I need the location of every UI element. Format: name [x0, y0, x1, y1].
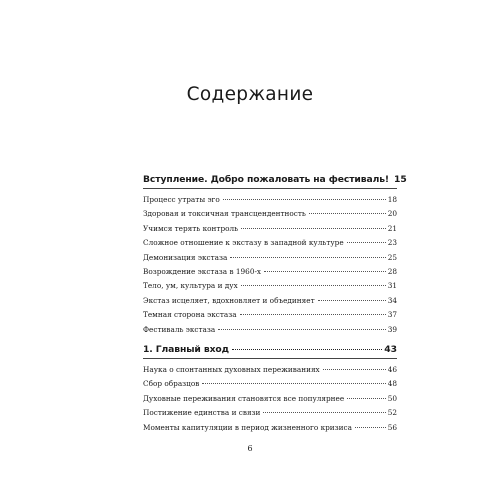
section-title: Здоровая и токсичная трансцендентность [143, 209, 306, 219]
dot-leader [240, 307, 386, 315]
section-page: 52 [387, 408, 397, 418]
dot-leader [241, 221, 386, 229]
toc-section[interactable] [143, 421, 397, 435]
toc-chapter-heading[interactable] [143, 172, 407, 187]
section-page: 56 [387, 422, 397, 432]
dot-leader [323, 362, 386, 370]
section-page: 21 [387, 223, 397, 233]
chapter-title: Вступление. Добро пожаловать на фестиваль! [143, 174, 390, 185]
section-page: 50 [387, 393, 397, 403]
toc-section[interactable] [143, 207, 397, 221]
section-title: Экстаз исцеляет, вдохновляет и объединяет [143, 295, 315, 305]
section-page: 48 [387, 379, 397, 389]
toc-section[interactable] [143, 323, 397, 337]
page-number: 6 [247, 444, 253, 453]
dot-leader [232, 340, 382, 350]
section-title: Наука о спонтанных духовных переживаниях [143, 365, 320, 374]
toc-section[interactable] [143, 377, 397, 391]
page-title: Содержание [186, 84, 314, 105]
toc-section[interactable] [143, 294, 397, 308]
chapter-divider [143, 358, 397, 359]
section-title: Процесс утраты эго [143, 195, 220, 204]
section-page: 28 [387, 266, 397, 276]
dot-leader [263, 405, 385, 413]
section-page: 37 [387, 310, 397, 320]
dot-leader [264, 264, 386, 272]
dot-leader [230, 250, 385, 258]
toc-chapter-intro [143, 172, 407, 337]
toc-section[interactable] [143, 193, 397, 207]
section-title: Темная сторона экстаза [143, 310, 237, 320]
toc-section[interactable] [143, 406, 397, 420]
section-page: 25 [387, 252, 397, 262]
toc-section[interactable] [143, 363, 397, 377]
section-page: 31 [387, 281, 397, 291]
chapter-divider [143, 188, 397, 189]
dot-leader [241, 278, 386, 286]
section-page: 39 [387, 324, 397, 334]
section-title: Возрождение экстаза в 1960-х [143, 266, 262, 276]
dot-leader [202, 376, 385, 384]
toc-section[interactable] [143, 222, 397, 236]
toc-section[interactable] [143, 251, 397, 265]
section-title: Духовные переживания становятся все популярнее [143, 393, 345, 403]
dot-leader [223, 192, 386, 200]
toc-section[interactable] [143, 265, 397, 279]
section-page: 18 [387, 195, 397, 204]
toc-chapter-1 [143, 342, 397, 435]
toc-chapter-heading[interactable] [143, 342, 397, 357]
dot-leader [218, 322, 386, 330]
section-title: Учимся терять контроль [143, 223, 239, 233]
section-title: Фестиваль экстаза [143, 324, 216, 334]
dot-leader [347, 391, 386, 399]
toc-section[interactable] [143, 308, 397, 322]
section-title: Демонизация экстаза [143, 252, 228, 262]
section-title: Постижение единства и связи [143, 408, 261, 418]
section-page: 20 [387, 209, 397, 219]
chapter-page: 15 [394, 174, 407, 185]
toc-section[interactable] [143, 279, 397, 293]
section-page: 46 [387, 365, 397, 374]
section-title: Моменты капитуляции в период жизненного кризиса [143, 422, 352, 432]
section-title: Сложное отношение к экстазу в западной культуре [143, 238, 344, 248]
toc-section[interactable] [143, 392, 397, 406]
dot-leader [318, 293, 386, 301]
section-page: 34 [387, 295, 397, 305]
dot-leader [347, 235, 386, 243]
dot-leader [355, 420, 386, 428]
chapter-title: 1. Главный вход [143, 344, 229, 355]
chapter-page: 43 [384, 344, 397, 355]
section-title: Тело, ум, культура и дух [143, 281, 238, 291]
dot-leader [309, 206, 386, 214]
section-page: 23 [387, 238, 397, 248]
toc-section[interactable] [143, 236, 397, 250]
section-title: Сбор образцов [143, 379, 200, 389]
